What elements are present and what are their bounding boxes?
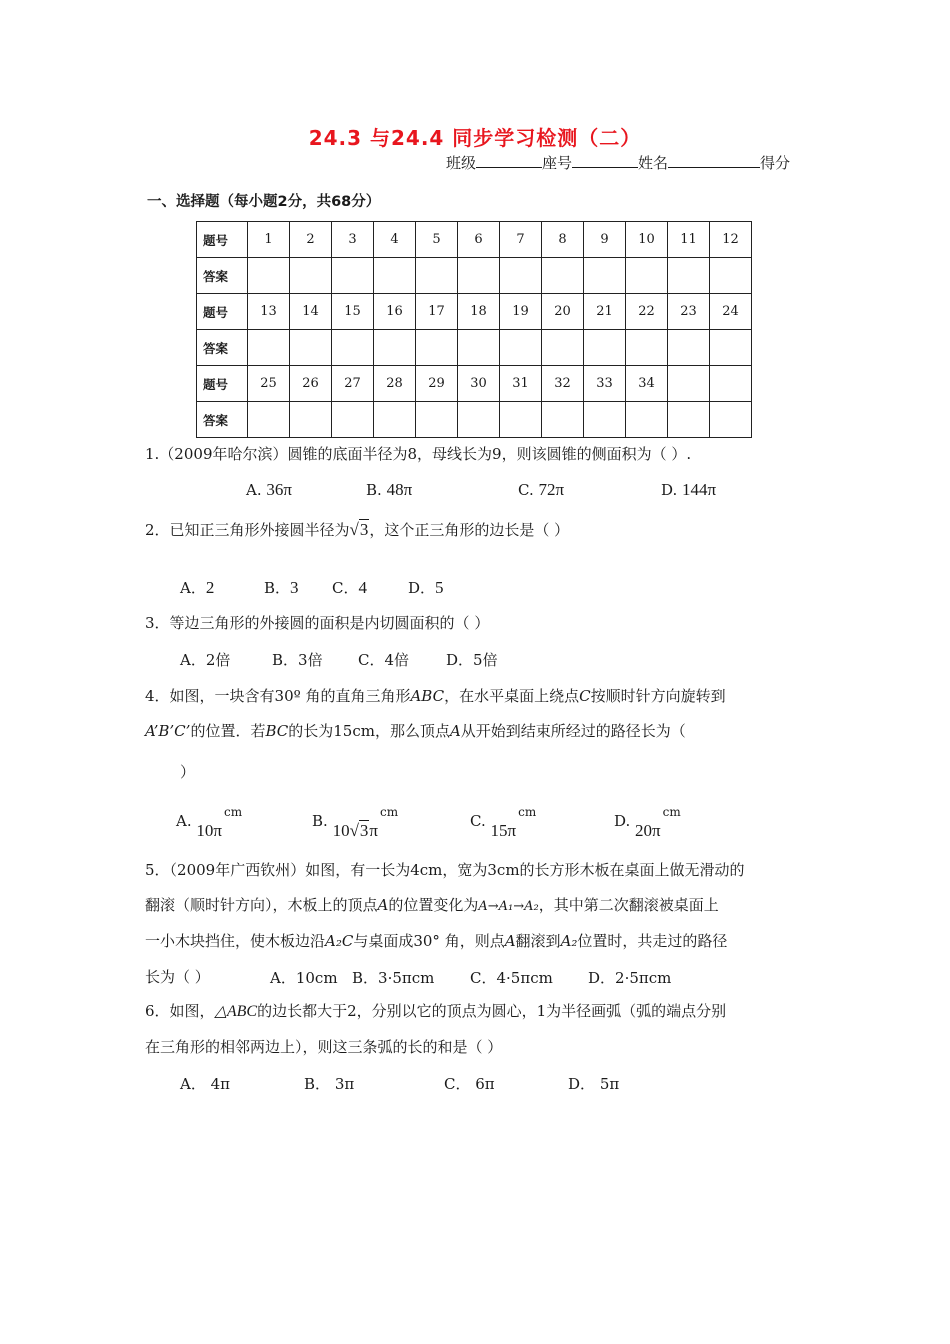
question-5-line-4 xyxy=(145,967,210,987)
option-value: 3 xyxy=(290,578,299,597)
question-number: 1 xyxy=(248,222,290,258)
option-value: 6π xyxy=(475,1075,495,1093)
question-number: 16 xyxy=(374,294,416,330)
answer-cell[interactable] xyxy=(458,258,500,294)
q5-text: 一小木块挡住，使木板边沿 xyxy=(145,932,326,950)
q4-option-a[interactable] xyxy=(176,805,243,840)
seat-label: 座号 xyxy=(542,154,573,172)
radicand: 3 xyxy=(359,520,369,539)
question-number: 4 xyxy=(374,222,416,258)
row-label: 答案 xyxy=(197,258,248,294)
q5-text: 翻滚到 xyxy=(515,932,561,950)
answer-cell[interactable] xyxy=(626,402,668,438)
q4-point-a: A xyxy=(449,722,461,740)
q2-option-d[interactable] xyxy=(408,577,444,598)
q4-text: 4．如图，一块含有30º 角的直角三角形 xyxy=(145,687,411,705)
answer-cell[interactable] xyxy=(248,258,290,294)
option-label: A. xyxy=(176,812,192,830)
q5-option-d[interactable]: D．2·5πcm xyxy=(588,969,672,987)
option-label: C. xyxy=(518,481,534,499)
q5-point-a: A xyxy=(504,932,516,950)
option-unit: cm xyxy=(223,805,243,819)
question-number: 28 xyxy=(374,366,416,402)
option-value: 10π xyxy=(196,821,222,840)
answer-cell[interactable] xyxy=(542,402,584,438)
answer-cell[interactable] xyxy=(332,402,374,438)
question-number: 14 xyxy=(290,294,332,330)
q1-option-c[interactable] xyxy=(518,480,564,500)
question-number: 15 xyxy=(332,294,374,330)
option-unit: cm xyxy=(518,805,537,819)
option-value: 2 xyxy=(205,578,215,597)
class-blank[interactable] xyxy=(476,153,542,168)
row-label: 题号 xyxy=(197,294,248,330)
q4-text: 从开始到结束所经过的路径长为（ xyxy=(460,722,686,740)
q4-text: 按顺时针方向旋转到 xyxy=(590,687,726,705)
question-number: 30 xyxy=(458,366,500,402)
question-number: 7 xyxy=(500,222,542,258)
question-number: 31 xyxy=(500,366,542,402)
option-value: 5π xyxy=(599,1075,620,1093)
answer-cell[interactable] xyxy=(584,258,626,294)
q3-option-d[interactable]: D．5倍 xyxy=(446,651,498,669)
question-number: 10 xyxy=(626,222,668,258)
q3-option-b[interactable]: B．3倍 xyxy=(272,651,323,669)
question-number: 2 xyxy=(290,222,332,258)
question-number: 34 xyxy=(626,366,668,402)
question-6-line-2: 在三角形的相邻两边上），则这三条弧的长的和是（ ） xyxy=(145,1038,503,1056)
question-number: 24 xyxy=(710,294,752,330)
class-label: 班级 xyxy=(446,154,477,172)
question-1-text: 1.（2009年哈尔滨）圆锥的底面半径为8，母线长为9，则该圆锥的侧面积为（ ）. xyxy=(145,445,692,463)
answer-cell[interactable] xyxy=(290,330,332,366)
answer-cell[interactable] xyxy=(668,402,710,438)
q5-text: 位置时，共走过的路径 xyxy=(577,932,728,950)
q5-option-a[interactable]: A．10cm xyxy=(270,969,338,987)
question-number: 23 xyxy=(668,294,710,330)
q5-option-c[interactable]: C．4·5πcm xyxy=(470,969,553,987)
answer-cell[interactable] xyxy=(500,330,542,366)
answer-cell[interactable] xyxy=(710,330,752,366)
coefficient: 10 xyxy=(332,821,350,840)
question-5-line-1: 5．（2009年广西钦州）如图，有一长为4cm，宽为3cm的长方形木板在桌面上做无滑动的 xyxy=(145,861,745,879)
question-number: 22 xyxy=(626,294,668,330)
answer-cell[interactable] xyxy=(416,402,458,438)
q4-triangle-prime: A’B’C’ xyxy=(145,722,191,740)
question-number: 3 xyxy=(332,222,374,258)
sqrt-symbol: √3 xyxy=(349,821,369,840)
radicand: 3 xyxy=(359,821,369,840)
question-number: 13 xyxy=(248,294,290,330)
q2-option-a[interactable] xyxy=(180,577,214,598)
q5-text: 翻滚（顺时针方向），木板上的顶点 xyxy=(145,896,378,914)
q4-option-d[interactable] xyxy=(614,805,681,840)
q2-text-after: ，这个正三角形的边长是（ ） xyxy=(369,521,570,539)
row-label: 答案 xyxy=(197,402,248,438)
answer-cell[interactable] xyxy=(668,258,710,294)
q5-point-a: A xyxy=(377,896,389,914)
q5-text: 的位置变化为 xyxy=(388,896,479,914)
q5-point-a2: A₂ xyxy=(560,932,578,950)
q6-option-b[interactable] xyxy=(304,1073,354,1094)
q6-option-a[interactable] xyxy=(180,1073,230,1094)
question-number: 32 xyxy=(542,366,584,402)
option-value: 5 xyxy=(435,578,444,597)
q3-option-c[interactable]: C．4倍 xyxy=(358,651,410,669)
answer-cell[interactable] xyxy=(374,330,416,366)
answer-cell[interactable] xyxy=(626,330,668,366)
option-value: 20π xyxy=(635,821,661,840)
question-number: 8 xyxy=(542,222,584,258)
seat-blank[interactable] xyxy=(572,153,638,168)
question-5-line-2 xyxy=(145,895,719,917)
question-number: 12 xyxy=(710,222,752,258)
question-number: 20 xyxy=(542,294,584,330)
name-blank[interactable] xyxy=(668,153,760,168)
option-label: D. xyxy=(661,481,678,499)
option-label: D． xyxy=(408,579,436,597)
question-number: 11 xyxy=(668,222,710,258)
answer-cell[interactable] xyxy=(248,402,290,438)
table-row xyxy=(197,258,752,294)
question-number: 5 xyxy=(416,222,458,258)
option-value: 144π xyxy=(682,480,717,499)
option-value: 4 xyxy=(358,578,367,597)
table-row xyxy=(197,222,752,258)
sqrt-symbol: √3 xyxy=(349,520,369,539)
q4-text: ，在水平桌面上绕点 xyxy=(444,687,580,705)
q5-edge: A₂C xyxy=(325,932,354,950)
answer-cell[interactable] xyxy=(248,330,290,366)
score-label: 得分 xyxy=(760,154,791,172)
answer-cell[interactable] xyxy=(584,402,626,438)
question-number: 9 xyxy=(584,222,626,258)
table-row xyxy=(197,330,752,366)
question-3-text: 3．等边三角形的外接圆的面积是内切圆面积的（ ） xyxy=(145,614,490,632)
option-value xyxy=(333,821,378,840)
pi-symbol: π xyxy=(369,821,379,840)
option-label: D． xyxy=(568,1075,596,1093)
question-number: 6 xyxy=(458,222,500,258)
q6-text: 6．如图， xyxy=(145,1002,215,1020)
q2-text-before: 2．已知正三角形外接圆半径为 xyxy=(145,521,350,539)
q5-text: 长为（ ） xyxy=(145,968,210,986)
option-value: 36π xyxy=(266,480,292,499)
option-label: C． xyxy=(332,579,359,597)
table-row xyxy=(197,294,752,330)
answer-cell[interactable] xyxy=(458,402,500,438)
q3-option-a[interactable]: A．2倍 xyxy=(180,651,231,669)
question-number: 29 xyxy=(416,366,458,402)
answer-cell[interactable] xyxy=(290,402,332,438)
q4-option-b[interactable] xyxy=(312,805,399,840)
question-6-line-1 xyxy=(145,1001,726,1022)
student-info-fields xyxy=(446,152,790,173)
question-number: 26 xyxy=(290,366,332,402)
q4-triangle-abc: ABC xyxy=(410,687,445,705)
answer-cell[interactable] xyxy=(416,330,458,366)
q2-option-c[interactable] xyxy=(332,577,367,598)
answer-cell[interactable] xyxy=(542,330,584,366)
q4-point-c: C xyxy=(579,687,591,705)
answer-table xyxy=(196,221,752,438)
option-value: 72π xyxy=(538,480,565,499)
option-value: 48π xyxy=(386,480,413,499)
q4-text: 的位置．若 xyxy=(190,722,266,740)
option-value: 4π xyxy=(210,1075,231,1093)
option-label: C． xyxy=(444,1075,471,1093)
q5-text: ，其中第二次翻滚被桌面上 xyxy=(538,896,719,914)
answer-cell[interactable] xyxy=(500,258,542,294)
q5-option-b[interactable]: B．3·5πcm xyxy=(352,969,435,987)
question-number: 21 xyxy=(584,294,626,330)
question-2-text xyxy=(145,520,569,540)
page-title: 24.3 与24.4 同步学习检测（二） xyxy=(308,126,642,150)
answer-cell[interactable] xyxy=(710,258,752,294)
question-4-line-3: ） xyxy=(180,763,196,781)
question-number: 25 xyxy=(248,366,290,402)
answer-cell[interactable] xyxy=(542,258,584,294)
option-unit: cm xyxy=(380,805,399,819)
q6-option-c[interactable] xyxy=(444,1073,495,1094)
answer-cell[interactable] xyxy=(290,258,332,294)
q4-side-bc: BC xyxy=(265,722,289,740)
option-label: B． xyxy=(304,1075,331,1093)
option-value: 15π xyxy=(490,821,517,840)
answer-cell[interactable] xyxy=(500,402,542,438)
q6-triangle: △ABC xyxy=(214,1003,258,1020)
question-number: 33 xyxy=(584,366,626,402)
answer-cell[interactable] xyxy=(626,258,668,294)
option-label: D. xyxy=(614,812,631,830)
question-number: 17 xyxy=(416,294,458,330)
option-label: A． xyxy=(180,579,206,597)
question-4-line-2 xyxy=(145,721,686,741)
q6-text: 的边长都大于2，分别以它的顶点为圆心，1为半径画弧（弧的端点分别 xyxy=(257,1002,727,1020)
option-label: B. xyxy=(312,812,328,830)
q4-option-c[interactable] xyxy=(470,805,537,840)
table-row xyxy=(197,366,752,402)
q1-option-a[interactable] xyxy=(246,480,292,500)
q4-text: 的长为15cm，那么顶点 xyxy=(288,722,450,740)
q6-option-d[interactable] xyxy=(568,1073,619,1094)
question-number: 19 xyxy=(500,294,542,330)
answer-cell[interactable] xyxy=(332,258,374,294)
question-number: 18 xyxy=(458,294,500,330)
answer-cell[interactable] xyxy=(458,330,500,366)
answer-cell[interactable] xyxy=(668,330,710,366)
answer-cell[interactable] xyxy=(710,402,752,438)
row-label: 题号 xyxy=(197,366,248,402)
question-4-line-1 xyxy=(145,686,726,706)
name-label: 姓名 xyxy=(638,154,669,172)
option-label: B． xyxy=(264,579,291,597)
question-5-line-3 xyxy=(145,931,727,951)
question-number xyxy=(668,366,710,402)
question-number: 27 xyxy=(332,366,374,402)
q5-text: 与桌面成30° 角，则点 xyxy=(353,932,505,950)
q1-option-d[interactable] xyxy=(661,480,716,500)
option-label: B. xyxy=(366,481,382,499)
question-number xyxy=(710,366,752,402)
q5-path: A→A₁→A₂ xyxy=(478,899,539,914)
section-heading: 一、选择题（每小题2分，共68分） xyxy=(147,194,381,210)
q1-option-b[interactable] xyxy=(366,480,412,500)
q2-option-b[interactable] xyxy=(264,577,299,598)
option-label: A． xyxy=(180,1075,206,1093)
answer-cell[interactable] xyxy=(584,330,626,366)
answer-cell[interactable] xyxy=(374,402,416,438)
option-unit: cm xyxy=(662,805,681,819)
answer-cell[interactable] xyxy=(416,258,458,294)
table-row xyxy=(197,402,752,438)
answer-cell[interactable] xyxy=(332,330,374,366)
option-label: A. xyxy=(246,481,262,499)
row-label: 答案 xyxy=(197,330,248,366)
option-value: 3π xyxy=(334,1075,355,1093)
answer-cell[interactable] xyxy=(374,258,416,294)
option-label: C. xyxy=(470,812,486,830)
row-label: 题号 xyxy=(197,222,248,258)
